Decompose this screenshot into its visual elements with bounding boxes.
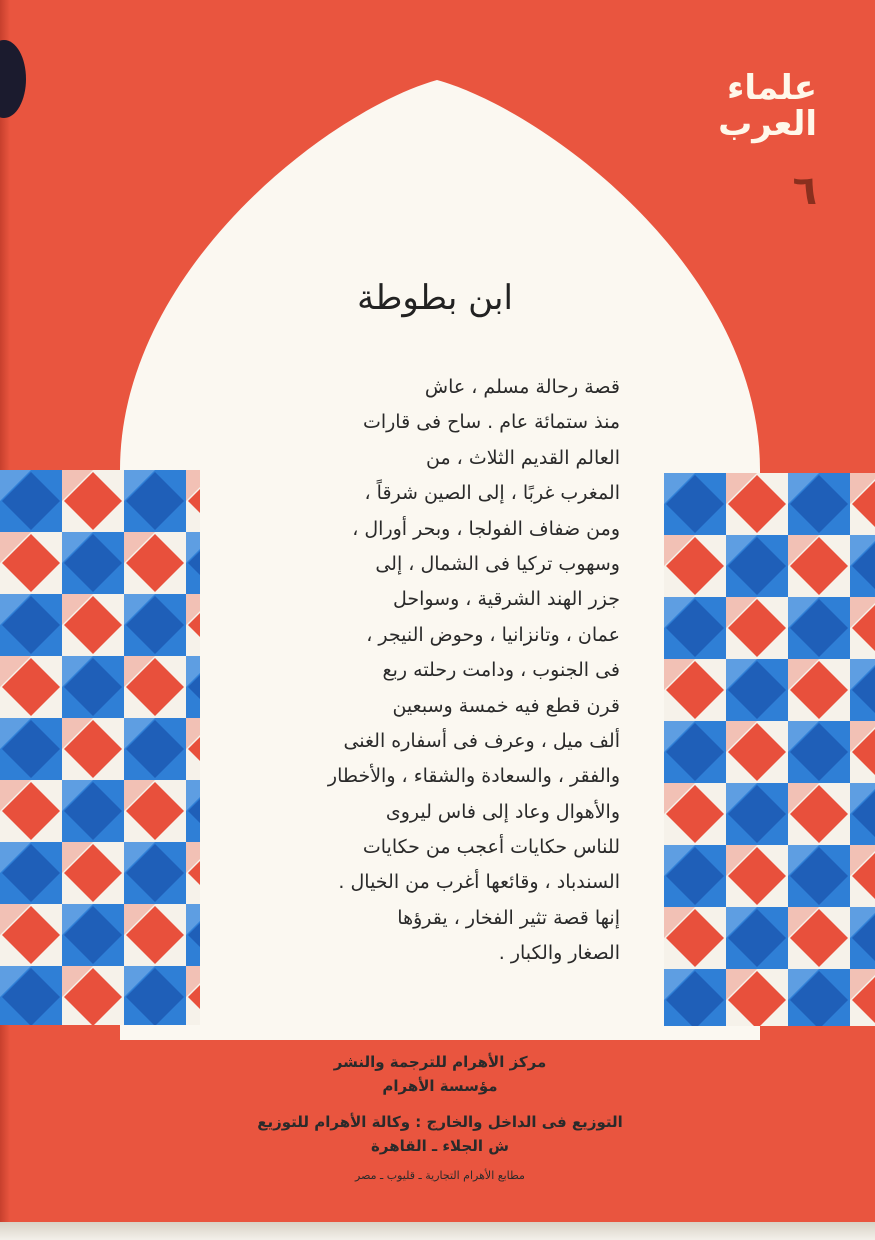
blurb-line: العالم القديم الثلاث ، من	[426, 446, 620, 469]
mosaic-panel-right	[664, 473, 875, 1026]
series-title-line2: العرب	[718, 104, 817, 144]
blurb-line: ومن ضفاف الفولجا ، وبحر أورال ،	[352, 517, 620, 540]
blurb-line: للناس حكايات أعجب من حكايات	[362, 836, 620, 859]
blurb-line: قرن قطع فيه خمسة وسبعين	[392, 694, 620, 717]
publisher-block	[220, 1050, 660, 1186]
publisher-institution: مؤسسة الأهرام	[382, 1077, 498, 1095]
blurb-line: الصغار والكبار .	[498, 942, 620, 965]
blurb-line: عمان ، وتانزانيا ، وحوض النيجر ،	[366, 623, 620, 646]
blurb-line: وسهوب تركيا فى الشمال ، إلى	[375, 552, 620, 575]
publisher-name: مركز الأهرام للترجمة والنشر	[333, 1053, 547, 1071]
printer-info: مطابع الأهرام التجارية ـ قليوب ـ مصر	[355, 1169, 525, 1182]
page-bottom-edge	[0, 1222, 875, 1240]
series-number: ٦	[792, 168, 817, 214]
blurb-line: جزر الهند الشرقية ، وسواحل	[392, 588, 620, 611]
book-title: ابن بطوطة	[357, 278, 513, 318]
blurb-line: فى الجنوب ، ودامت رحلته ربع	[382, 659, 620, 682]
blurb-line: والفقر ، والسعادة والشقاء ، والأخطار	[327, 765, 620, 788]
distribution-address: ش الجلاء ـ القاهرة	[371, 1137, 509, 1155]
blurb-line: ألف ميل ، وعرف فى أسفاره الغنى	[343, 729, 620, 752]
mosaic-panel-left	[0, 470, 200, 1025]
blurb-line: منذ ستمائة عام . ساح فى قارات	[362, 411, 620, 434]
series-title-line1: علماء	[726, 68, 817, 108]
blurb-line: إنها قصة تثير الفخار ، يقرؤها	[397, 906, 620, 929]
series-title	[617, 70, 817, 142]
distribution-info: التوزيع فى الداخل والخارج : وكالة الأهرام للتوزيع	[257, 1113, 623, 1131]
blurb-line: والأهوال وعاد إلى فاس ليروى	[385, 800, 620, 823]
blurb-text	[258, 370, 620, 972]
blurb-line: المغرب غربًا ، إلى الصين شرقاً ،	[364, 482, 620, 505]
blurb-line: قصة رحالة مسلم ، عاش	[424, 376, 620, 398]
blurb-line: السندباد ، وقائعها أغرب من الخيال .	[338, 871, 620, 894]
